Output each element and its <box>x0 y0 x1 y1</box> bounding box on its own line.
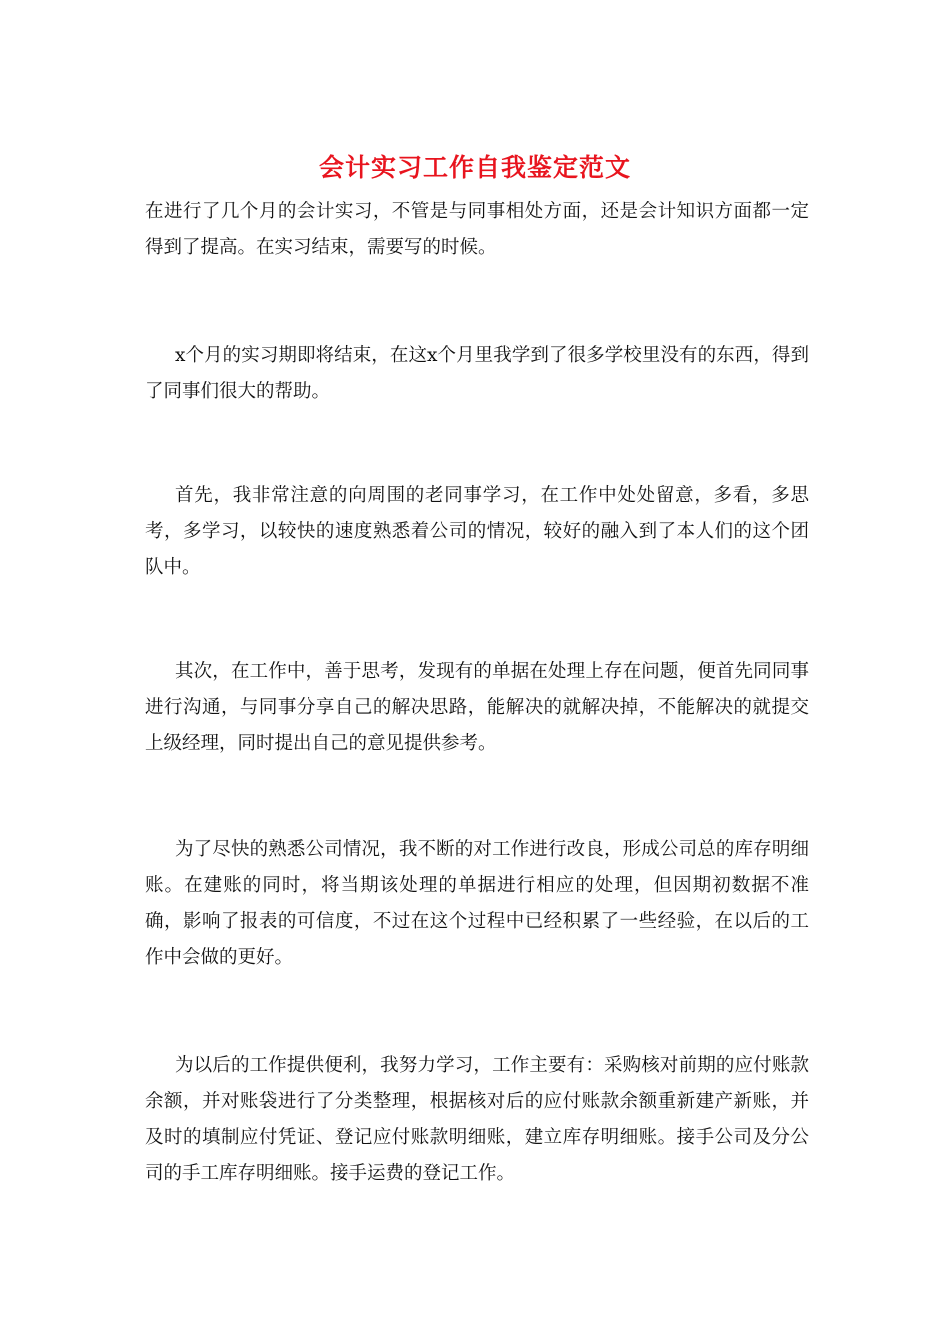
paragraph-intro: 在进行了几个月的会计实习，不管是与同事相处方面，还是会计知识方面都一定得到了提高。在实习结束，需要写的时候。 <box>145 201 809 258</box>
paragraph-first: 首先，我非常注意的向周围的老同事学习，在工作中处处留意，多看，多思考，多学习，以较快的速度熟悉着公司的情况，较好的融入到了本人们的这个团队中。 <box>145 485 809 578</box>
paragraph-internship-period: x个月的实习期即将结束，在这x个月里我学到了很多学校里没有的东西，得到了同事们很大的帮助。 <box>145 345 809 402</box>
paragraph-work-duties: 为以后的工作提供便利，我努力学习，工作主要有：采购核对前期的应付账款余额，并对账袋进行了分类整理，根据核对后的应付账款余额重新建产新账，并及时的填制应付凭证、登记应付账款明细账，建立库存明细账。接手公司及分公司的手工库存明细账。接手运费的登记工作。 <box>145 1055 809 1184</box>
paragraph-improvement: 为了尽快的熟悉公司情况，我不断的对工作进行改良，形成公司总的库存明细账。在建账的同时，将当期该处理的单据进行相应的处理，但因期初数据不准确，影响了报表的可信度，不过在这个过程中已经积累了一些经验，在以后的工作中会做的更好。 <box>145 839 809 968</box>
document-title: 会计实习工作自我鉴定范文 <box>318 153 631 182</box>
paragraph-second: 其次，在工作中，善于思考，发现有的单据在处理上存在问题，便首先同同事进行沟通，与同事分享自己的解决思路，能解决的就解决掉，不能解决的就提交上级经理，同时提出自己的意见提供参考。 <box>145 661 809 754</box>
